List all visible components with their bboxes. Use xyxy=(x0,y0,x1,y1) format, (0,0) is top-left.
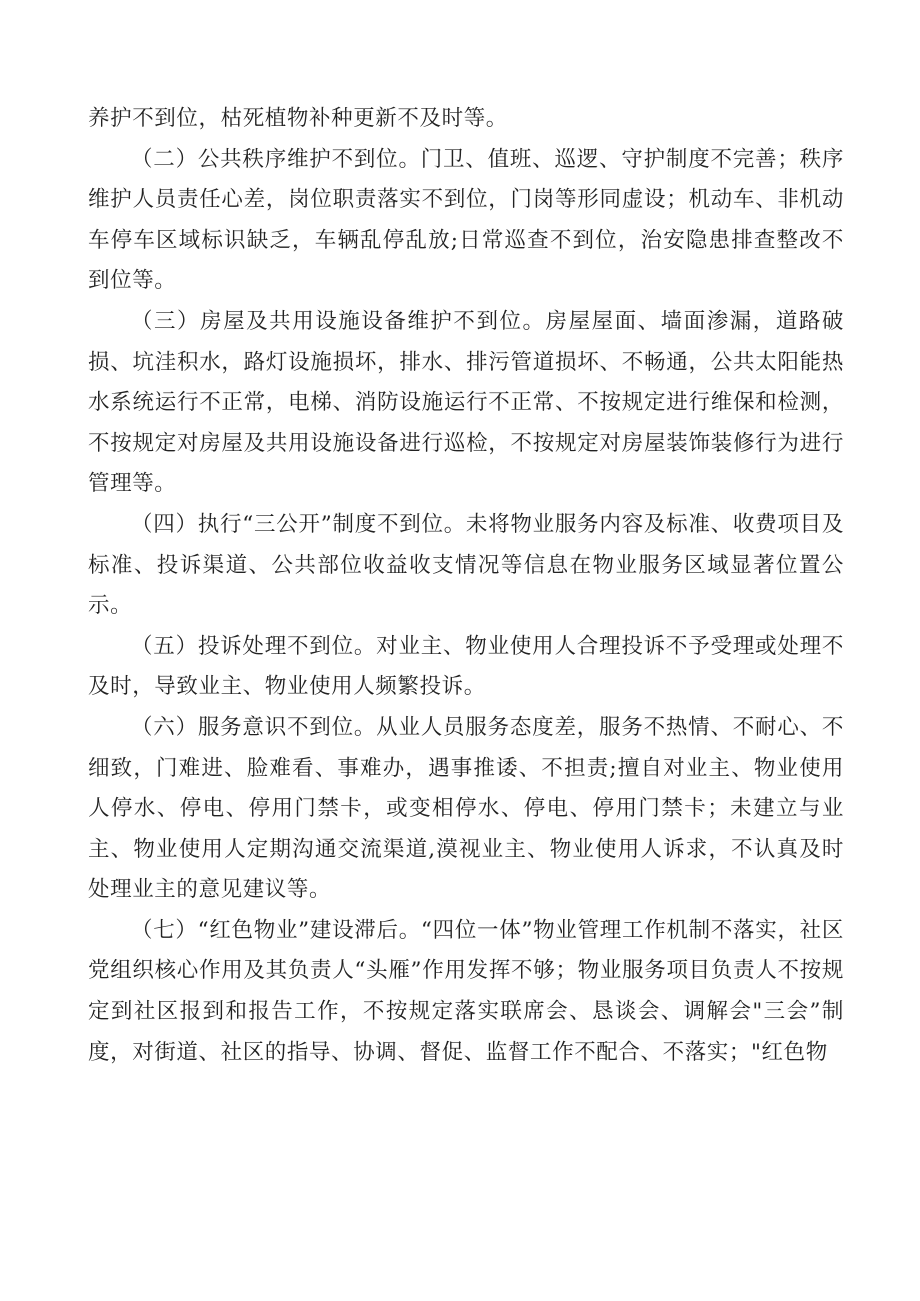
paragraph-three-disclosures: （四）执行“三公开”制度不到位。未将物业服务内容及标准、收费项目及标准、投诉渠道、公共部位收益收支情况等信息在物业服务区域显著位置公示。 xyxy=(88,511,844,619)
paragraph-complaint-handling: （五）投诉处理不到位。对业主、物业使用人合理投诉不予受理或处理不及时，导致业主、物业使用人频繁投诉。 xyxy=(88,633,844,700)
paragraph-facility-maintenance: （三）房屋及共用设施设备维护不到位。房屋屋面、墙面渗漏，道路破损、坑洼积水，路灯设施损坏，排水、排污管道损坏、不畅通，公共太阳能热水系统运行不正常，电梯、消防设施运行不正常、不按规定进行维保和检测，不按规定对房屋及共用设施设备进行巡检，不按规定对房屋装饰装修行为进行管理等。 xyxy=(88,308,844,497)
paragraph-service-awareness: （六）服务意识不到位。从业人员服务态度差，服务不热情、不耐心、不细致，门难进、脸难看、事难办，遇事推诿、不担责;擅自对业主、物业使用人停水、停电、停用门禁卡，或变相停水、停电、停用门禁卡；未建立与业主、物业使用人定期沟通交流渠道,漠视业主、物业使用人诉求，不认真及时处理业主的意见建议等。 xyxy=(88,714,844,903)
document-body xyxy=(88,99,844,1073)
paragraph-public-order: （二）公共秩序维护不到位。门卫、值班、巡逻、守护制度不完善；秩序维护人员责任心差，岗位职责落实不到位，门岗等形同虚设；机动车、非机动车停车区域标识缺乏，车辆乱停乱放;日常巡查不到位，治安隐患排查整改不到位等。 xyxy=(88,146,844,294)
paragraph-red-property: （七）“红色物业”建设滞后。“四位一体”物业管理工作机制不落实，社区党组织核心作用及其负责人“头雁”作用发挥不够；物业服务项目负责人不按规定到社区报到和报告工作，不按规定落实联席会、恳谈会、调解会"三会”制度，对街道、社区的指导、协调、督促、监督工作不配合、不落实；"红色物 xyxy=(88,917,844,1065)
paragraph-continuation: 养护不到位，枯死植物补种更新不及时等。 xyxy=(88,106,508,131)
